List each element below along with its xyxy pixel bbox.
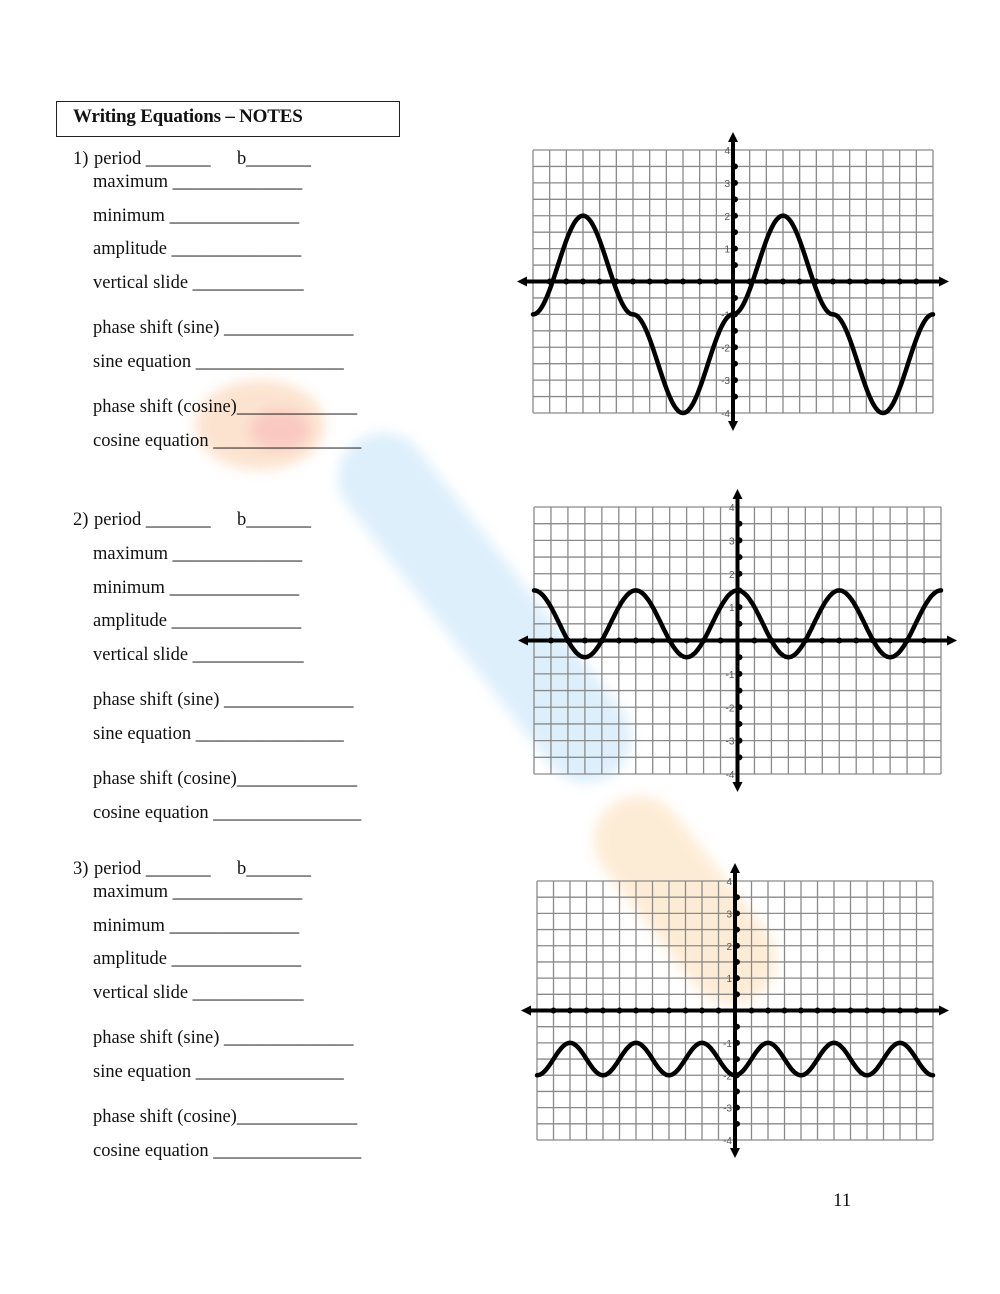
y-tick-label: -4 (721, 409, 730, 420)
y-tick-label: 2 (726, 941, 732, 953)
amplitude-field[interactable]: amplitude ______________ (93, 949, 302, 969)
phase-shift-sine-field[interactable]: phase shift (sine) ______________ (93, 690, 354, 710)
y-tick-label: 2 (728, 569, 735, 581)
b-field[interactable]: b_______ (237, 510, 311, 530)
y-tick-label: -4 (725, 770, 735, 781)
y-tick-label: 3 (724, 178, 730, 190)
axes (521, 863, 949, 1158)
y-tick-label: 2 (724, 211, 730, 223)
minimum-field[interactable]: minimum ______________ (93, 206, 300, 226)
y-tick-label: -1 (725, 669, 735, 681)
vertical-slide-field[interactable]: vertical slide ____________ (93, 273, 304, 293)
cosine-equation-field[interactable]: cosine equation ________________ (93, 1141, 362, 1161)
problem-number: 1) (73, 149, 89, 169)
maximum-field[interactable]: maximum ______________ (93, 544, 303, 564)
y-tick-label: -1 (721, 310, 730, 322)
phase-shift-sine-field[interactable]: phase shift (sine) ______________ (93, 318, 354, 338)
phase-shift-cosine-field[interactable]: phase shift (cosine)_____________ (93, 769, 358, 789)
y-tick-label: 4 (724, 146, 730, 157)
cosine-equation-field[interactable]: cosine equation ________________ (93, 803, 362, 823)
vertical-slide-field[interactable]: vertical slide ____________ (93, 983, 304, 1003)
amplitude-field[interactable]: amplitude ______________ (93, 611, 302, 631)
y-tick-label: 1 (724, 244, 730, 256)
y-tick-label: 4 (728, 503, 735, 514)
period-field[interactable]: period _______ (94, 859, 211, 879)
y-tick-label: -3 (721, 376, 730, 388)
y-tick-label: -2 (723, 1071, 732, 1083)
y-tick-label: 4 (726, 877, 732, 888)
b-field[interactable]: b_______ (237, 859, 311, 879)
cosine-equation-field[interactable]: cosine equation ________________ (93, 431, 362, 451)
y-tick-label: -1 (723, 1038, 732, 1050)
phase-shift-sine-field[interactable]: phase shift (sine) ______________ (93, 1028, 354, 1048)
y-tick-label: -3 (725, 736, 735, 748)
minimum-field[interactable]: minimum ______________ (93, 578, 300, 598)
period-field[interactable]: period _______ (94, 149, 211, 169)
page-number: 11 (833, 1190, 852, 1211)
vertical-slide-field[interactable]: vertical slide ____________ (93, 645, 304, 665)
y-tick-label: -2 (725, 703, 735, 715)
phase-shift-cosine-field[interactable]: phase shift (cosine)_____________ (93, 1107, 358, 1127)
b-field[interactable]: b_______ (237, 149, 311, 169)
sine-equation-field[interactable]: sine equation ________________ (93, 352, 344, 372)
y-tick-label: -2 (721, 343, 730, 355)
maximum-field[interactable]: maximum ______________ (93, 172, 303, 192)
problem-number: 2) (73, 510, 89, 530)
y-tick-label: 1 (726, 974, 732, 986)
sine-equation-field[interactable]: sine equation ________________ (93, 1062, 344, 1082)
y-tick-label: -3 (723, 1103, 732, 1115)
y-tick-label: 1 (728, 603, 735, 615)
y-tick-label: 3 (726, 909, 732, 921)
y-tick-label: -4 (723, 1136, 732, 1147)
y-tick-label: 3 (728, 536, 735, 548)
arrow-up-icon (730, 863, 740, 873)
page-title: Writing Equations – NOTES (73, 106, 303, 127)
maximum-field[interactable]: maximum ______________ (93, 882, 303, 902)
minimum-field[interactable]: minimum ______________ (93, 916, 300, 936)
sine-equation-field[interactable]: sine equation ________________ (93, 724, 344, 744)
arrow-left-icon (521, 1006, 531, 1016)
phase-shift-cosine-field[interactable]: phase shift (cosine)_____________ (93, 397, 358, 417)
arrow-down-icon (730, 1148, 740, 1158)
problem-number: 3) (73, 859, 89, 879)
amplitude-field[interactable]: amplitude ______________ (93, 239, 302, 259)
period-field[interactable]: period _______ (94, 510, 211, 530)
arrow-right-icon (939, 1006, 949, 1016)
